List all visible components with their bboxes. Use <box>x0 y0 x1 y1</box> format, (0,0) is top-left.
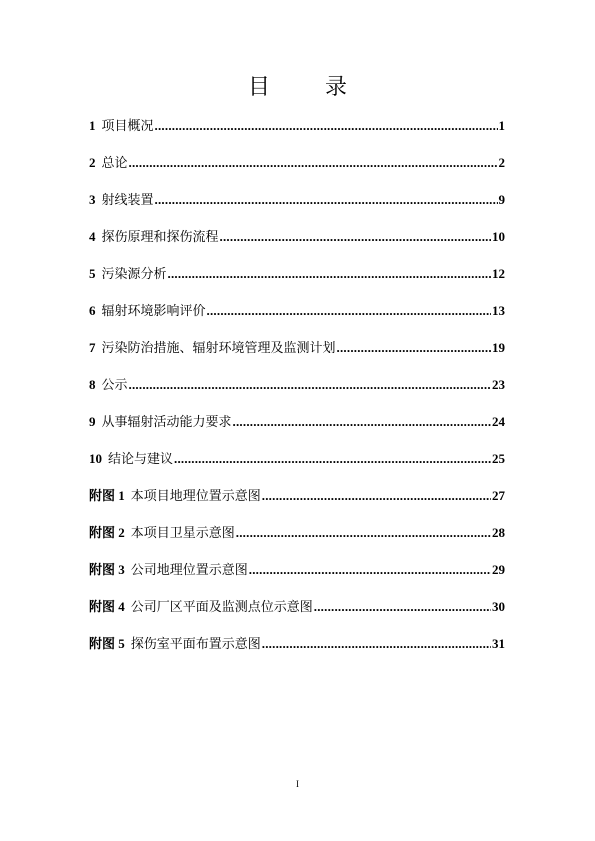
toc-entry[interactable] <box>89 228 505 265</box>
toc-entry-page: 31 <box>492 636 505 651</box>
toc-entry[interactable] <box>89 598 505 635</box>
toc-entry-label: 探伤室平面布置示意图 <box>130 637 261 652</box>
toc-entry-number: 1 <box>89 118 96 133</box>
page-title: 目 录 <box>248 75 371 100</box>
toc-entry-page: 12 <box>492 266 505 281</box>
toc-entry-page: 30 <box>492 599 505 614</box>
toc-entry[interactable] <box>89 487 505 524</box>
toc-entry[interactable] <box>89 450 505 487</box>
toc-entry[interactable] <box>89 191 505 228</box>
toc-entry-label: 公司厂区平面及监测点位示意图 <box>130 600 313 615</box>
toc-dot-leader <box>155 191 498 209</box>
toc-entry[interactable] <box>89 413 505 450</box>
toc-dot-leader <box>262 635 491 653</box>
toc-entry-label: 污染源分析 <box>101 267 167 282</box>
toc-entry-number: 9 <box>89 414 96 429</box>
toc-entry-page: 13 <box>492 303 505 318</box>
toc-entry-number: 附图 3 <box>89 562 125 577</box>
toc-entry[interactable] <box>89 302 505 339</box>
toc-entry-page: 23 <box>492 377 505 392</box>
toc-entry-number: 5 <box>89 266 96 281</box>
toc-entry-page: 9 <box>498 192 505 207</box>
toc-entry-number: 6 <box>89 303 96 318</box>
toc-entry-page: 28 <box>492 525 505 540</box>
toc-dot-leader <box>174 450 491 468</box>
toc-dot-leader <box>314 598 491 616</box>
toc-entry[interactable] <box>89 524 505 561</box>
toc-dot-leader <box>220 228 491 246</box>
toc-entry-label: 射线装置 <box>101 193 154 208</box>
toc-entry-page: 1 <box>498 118 505 133</box>
toc-dot-leader <box>168 265 491 283</box>
toc-entry-number: 8 <box>89 377 96 392</box>
toc-dot-leader <box>236 524 491 542</box>
toc-entry-number: 3 <box>89 192 96 207</box>
toc-entry-label: 项目概况 <box>101 119 154 134</box>
toc-dot-leader <box>129 154 498 172</box>
toc-entry-label: 辐射环境影响评价 <box>101 304 206 319</box>
toc-entry-page: 19 <box>492 340 505 355</box>
toc-entry-label: 污染防治措施、辐射环境管理及监测计划 <box>101 341 336 356</box>
toc-dot-leader <box>337 339 491 357</box>
toc-dot-leader <box>129 376 491 394</box>
toc-entry-page: 2 <box>498 155 505 170</box>
toc-entry-page: 10 <box>492 229 505 244</box>
toc-entry[interactable] <box>89 154 505 191</box>
toc-entry[interactable] <box>89 635 505 672</box>
toc-entry-number: 10 <box>89 451 102 466</box>
toc-entry-label: 结论与建议 <box>108 452 174 467</box>
toc-entry-label: 探伤原理和探伤流程 <box>101 230 219 245</box>
toc-entry-label: 公示 <box>101 378 128 393</box>
toc-entry-label: 公司地理位置示意图 <box>130 563 248 578</box>
toc-entry-number: 4 <box>89 229 96 244</box>
toc-entry-number: 附图 1 <box>89 488 125 503</box>
toc-entry-page: 24 <box>492 414 505 429</box>
toc-dot-leader <box>233 413 491 431</box>
toc-entry-label: 从事辐射活动能力要求 <box>101 415 232 430</box>
toc-dot-leader <box>207 302 491 320</box>
toc-entry-page: 27 <box>492 488 505 503</box>
toc-entry[interactable] <box>89 376 505 413</box>
toc-entry[interactable] <box>89 339 505 376</box>
toc-entry-number: 7 <box>89 340 96 355</box>
toc-entry-label: 本项目地理位置示意图 <box>130 489 261 504</box>
toc-dot-leader <box>155 117 498 135</box>
toc-entry[interactable] <box>89 561 505 598</box>
toc-entry-number: 附图 5 <box>89 636 125 651</box>
page-number: I <box>296 779 299 789</box>
toc-dot-leader <box>262 487 491 505</box>
toc-dot-leader <box>249 561 491 579</box>
toc-entry-label: 总论 <box>101 156 128 171</box>
toc-entry-number: 附图 4 <box>89 599 125 614</box>
toc-entry-page: 25 <box>492 451 505 466</box>
toc-entry-number: 附图 2 <box>89 525 125 540</box>
toc-entry-label: 本项目卫星示意图 <box>130 526 235 541</box>
toc-entry[interactable] <box>89 265 505 302</box>
toc-entry-number: 2 <box>89 155 96 170</box>
toc-entry[interactable] <box>89 117 505 154</box>
table-of-contents <box>89 117 505 672</box>
toc-entry-page: 29 <box>492 562 505 577</box>
